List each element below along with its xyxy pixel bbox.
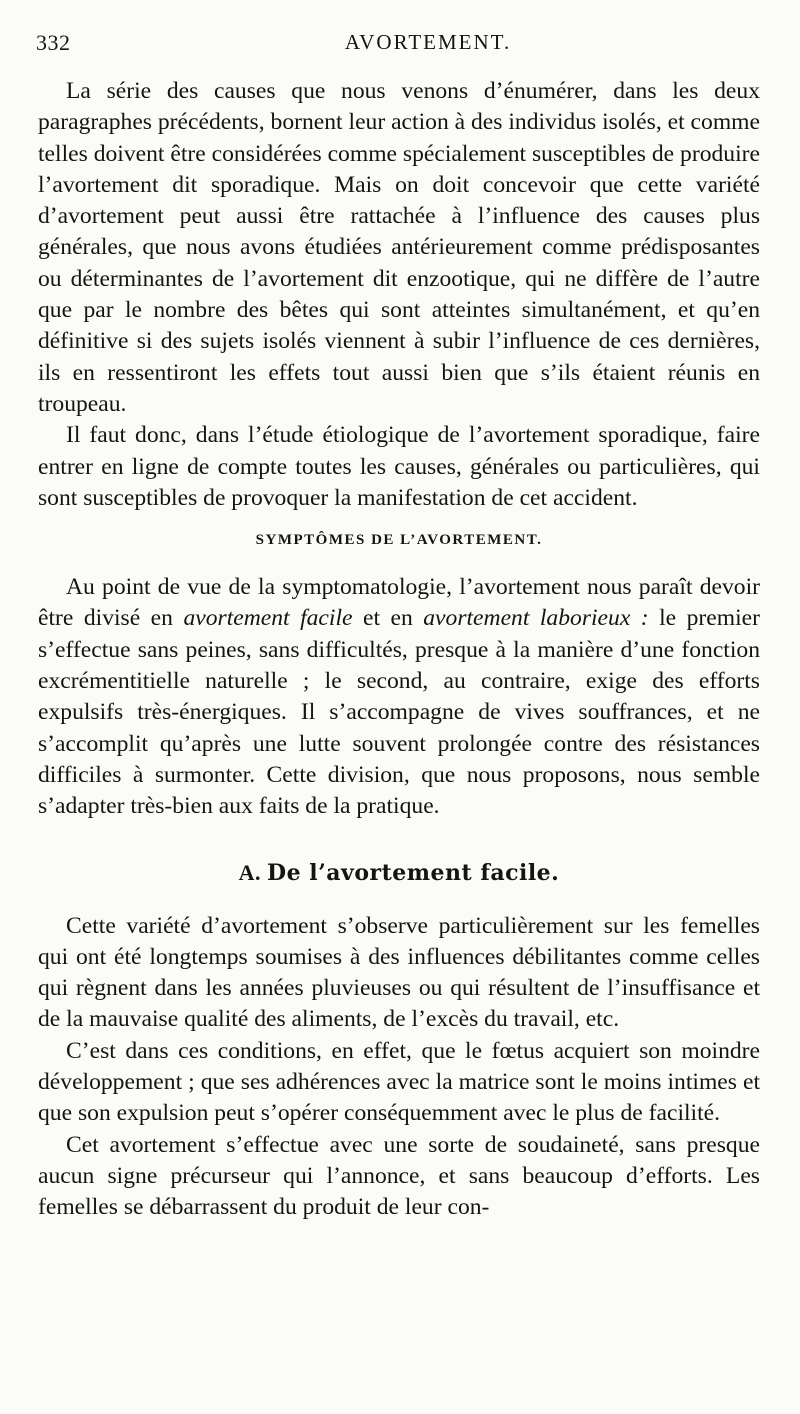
- paragraph-variety: Cette variété d’avortement s’observe particulièrement sur les femelles qui ont été longtemps soumises à des influences débilitantes comme celles qui règnent dans les années pluvieuses ou qui résultent de l’insuffisance et de la mauvaise qualité des aliments, de l’excès du travail, etc.: [38, 912, 760, 1033]
- term-avortement-laborieux: avortement laborieux :: [423, 605, 649, 632]
- subheading-letter: A.: [238, 859, 262, 885]
- term-avortement-facile: avortement facile: [183, 605, 353, 632]
- paragraph-causes-sporadic: La série des causes que nous venons d’énumérer, dans les deux paragraphes précédents, bornent leur action à des individus isolés, et comme telles doivent être considérées comme spécialement susceptibles de produire l’avortement dit sporadique. Mais on doit concevoir que cette variété d’avortement peut aussi être rattachée à l’influence des causes plus générales, que nous avons étudiées antérieurement comme prédisposantes ou déterminantes de l’avortement dit enzootique, qui ne diffère de l’autre que par le nombre des bêtes qui sont atteintes simultanément, et qu’en définitive si des sujets isolés viennent à subir l’influence de ces dernières, ils en ressentiront les effets tout aussi bien que s’ils étaient réunis en troupeau.: [38, 78, 760, 417]
- subheading-avortement-facile: [38, 859, 760, 887]
- running-title: AVORTEMENT.: [344, 30, 512, 54]
- section-heading-symptoms: SYMPTÔMES DE L’AVORTEMENT.: [255, 532, 543, 549]
- symptomatology-text-2: et en: [352, 605, 424, 632]
- paragraph-conditions: C’est dans ces conditions, en effet, que le fœtus acquiert son moindre développement ; que ses adhérences avec la matrice sont le moins intimes et que son expulsion peut s’opérer conséquemment avec le plus de facilité.: [38, 1037, 760, 1127]
- symptomatology-text-1: Au point de vue de la symptomatologie, l’avortement nous paraît devoir être divisé en: [38, 574, 760, 632]
- running-head: [36, 28, 760, 64]
- subheading-title: De l’avortement facile.: [267, 859, 560, 886]
- paragraph-etiology: Il faut donc, dans l’étude étiologique de l’avortement sporadique, faire entrer en ligne de compte toutes les causes, générales ou particulières, qui sont susceptibles de provoquer la manifestation de cet accident.: [38, 422, 760, 511]
- symptomatology-text-3: le premier s’effectue sans peines, sans difficultés, presque à la manière d’une fonction excrémentitielle naturelle ; le second, au contraire, exige des efforts expulsifs très-énergiques. Il s’accompagne de vives souffrances, et ne s’accomplit qu’après une lutte souvent prolongée contre des résistances difficiles à surmonter. Cette division, que nous proposons, nous semble s’adapter très-bien aux faits de la pratique.: [38, 605, 760, 820]
- body-text: [38, 76, 760, 1224]
- page-number: 332: [36, 30, 71, 55]
- paragraph-suddenness: Cet avortement s’effectue avec une sorte de soudaineté, sans presque aucun signe précurseur qui l’annonce, et sans beaucoup d’efforts. Les femelles se débarrassent du produit de leur con-: [38, 1131, 760, 1221]
- paragraph-symptomatology: [38, 572, 760, 822]
